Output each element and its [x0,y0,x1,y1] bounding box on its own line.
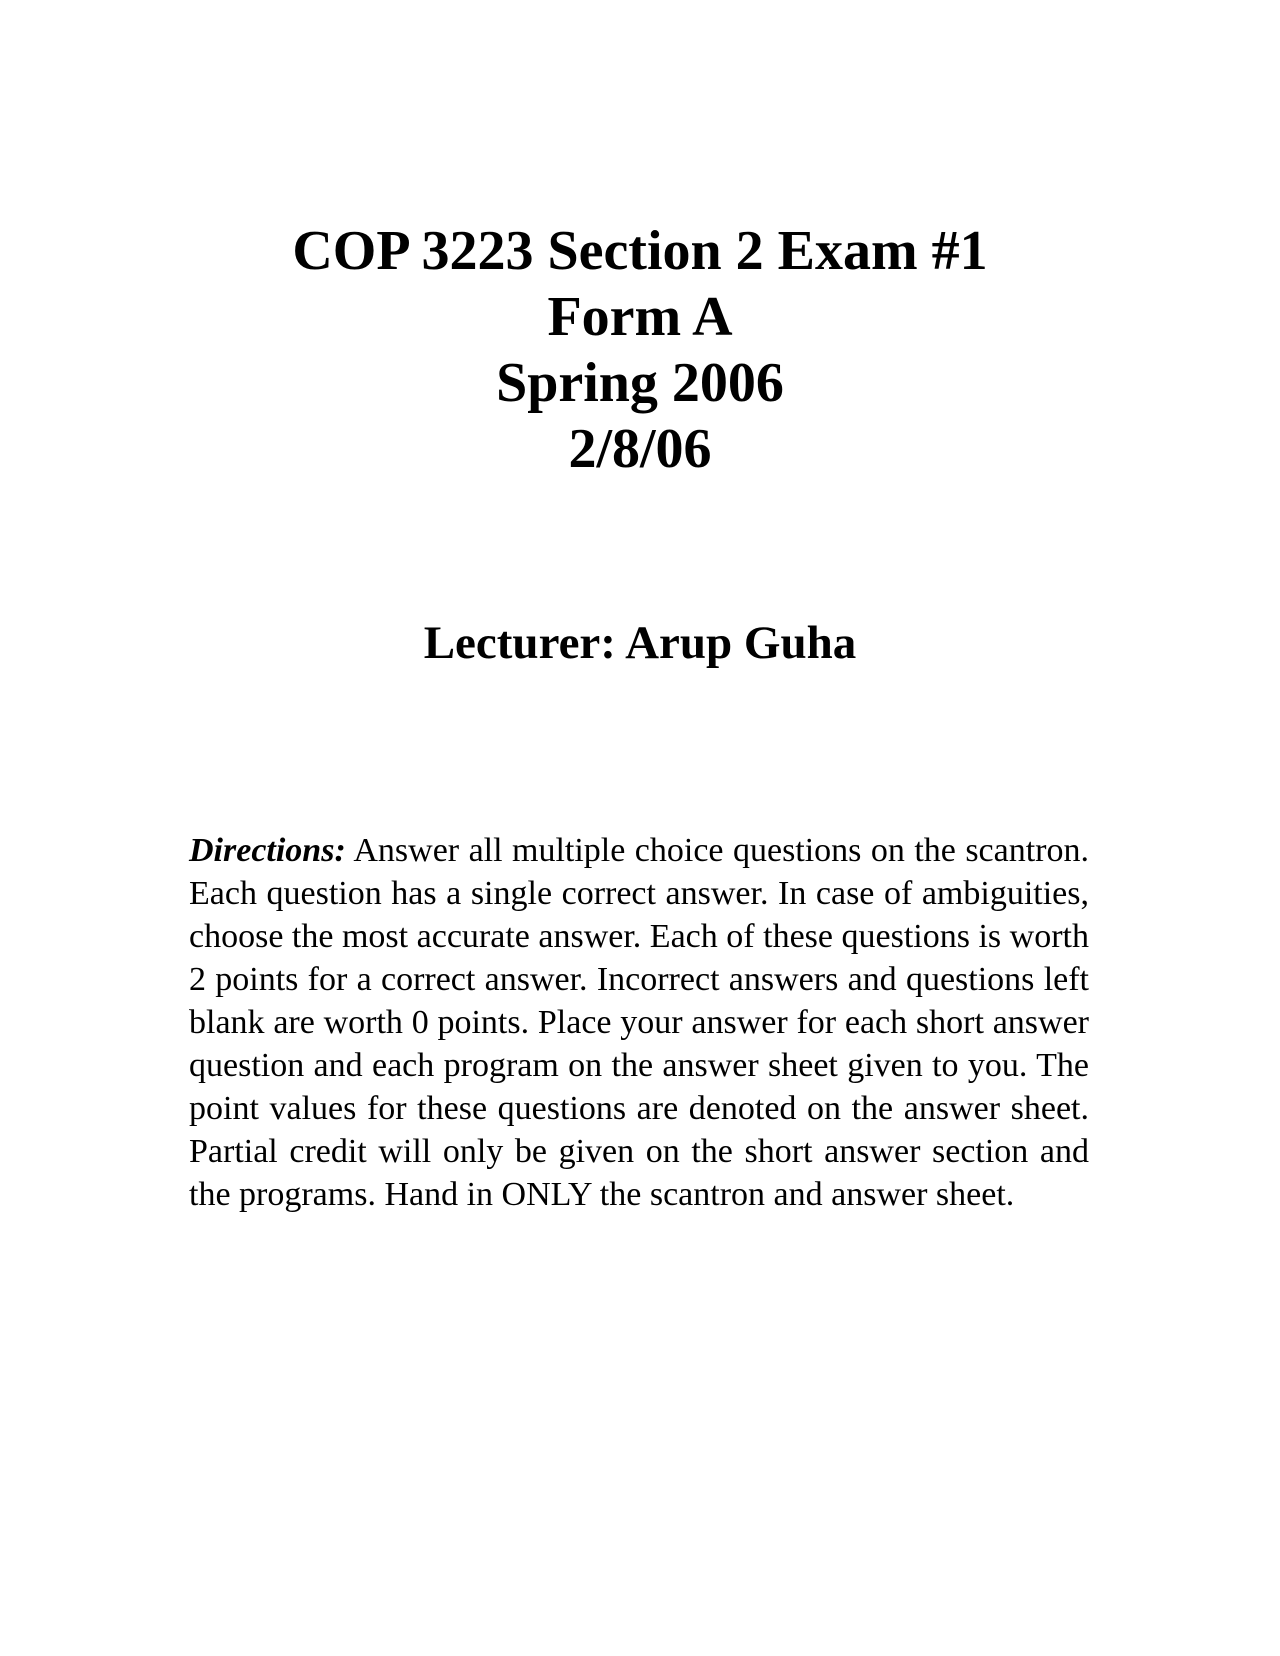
exam-date: 2/8/06 [568,418,712,480]
directions-label: Directions: [189,832,346,869]
exam-title-block [0,218,1280,482]
directions-text: Answer all multiple choice questions on the scantron. Each question has a single correct answer. In case of ambiguities, choose the most accurate answer. Each of these questions is worth 2 points for a correct answer. Incorrect answers and questions left blank are worth 0 points. Place your answer for each short answer question and each program on the answer sheet given to you. The point values for these questions are denoted on the answer sheet. Partial credit will only be given on the short answer section and the programs. Hand in ONLY the scantron and answer sheet. [189,832,1090,1213]
exam-title: COP 3223 Section 2 Exam #1 [292,220,988,282]
exam-term: Spring 2006 [496,352,784,414]
exam-form: Form A [547,286,733,348]
directions-paragraph [189,829,1089,1216]
lecturer-name: Lecturer: Arup Guha [423,617,857,669]
